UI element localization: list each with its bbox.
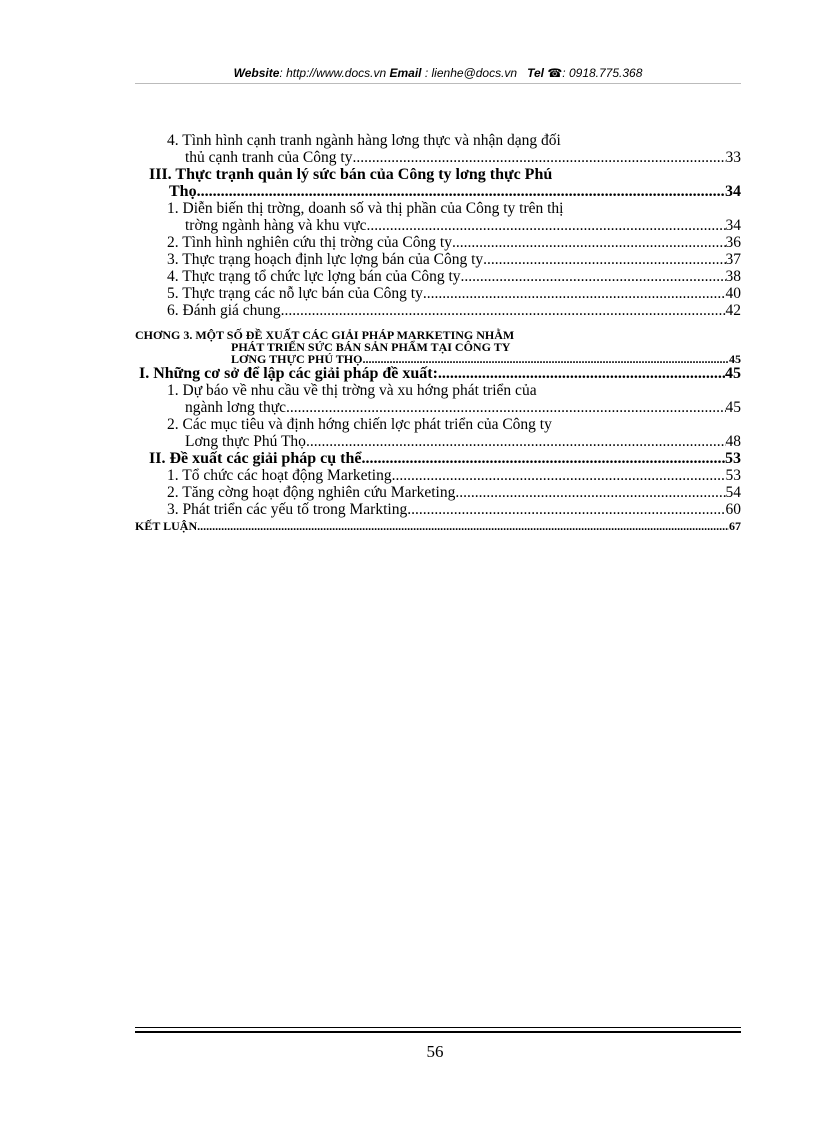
toc-entry (135, 341, 741, 353)
toc-entry-title: 5. Thực trạng các nỗ lực bán của Công ty (167, 285, 423, 302)
toc-entry (135, 433, 741, 450)
page-header (135, 66, 741, 80)
toc-entry (135, 166, 741, 183)
toc-entry-title: III. Thực trạnh quản lý sức bán của Công ty lơng thực Phú (149, 166, 553, 183)
toc-entry-title: 1. Dự báo về nhu cầu về thị trờng và xu hớng phát triển của (167, 382, 537, 399)
toc-entry-title: 1. Tổ chức các hoạt động Marketing. (167, 467, 396, 484)
toc-entry-title: 6. Đánh giá chung. (167, 302, 285, 319)
toc-entry (135, 149, 741, 166)
toc-entry (135, 234, 741, 251)
tel-label: Tel (527, 66, 544, 80)
toc-entry-title: I. Những cơ sở để lập các giải pháp đề xuất: (139, 365, 438, 382)
email-label: Email (389, 66, 422, 80)
toc-entry-title: 4. Thực trạng tổ chức lực lợng bán của Công ty (167, 268, 461, 285)
toc-leader-dots (286, 399, 726, 416)
toc-entry-page: 42 (725, 302, 741, 319)
toc-entry (135, 399, 741, 416)
toc-entry-title: 3. Thực trạng hoạch định lực lợng bán của Công ty (167, 251, 484, 268)
toc-entry (135, 501, 741, 518)
toc-entry-page: 60 (725, 501, 741, 518)
toc-leader-dots (362, 353, 729, 365)
toc-entry-title: Thọ (169, 183, 197, 200)
toc-entry (135, 416, 741, 433)
toc-entry (135, 365, 741, 382)
toc-entry-title: II. Đề xuất các giải pháp cụ thể (149, 450, 362, 467)
toc-entry (135, 382, 741, 399)
toc-entry-title: thủ cạnh tranh của Công ty (185, 149, 353, 166)
header-divider (135, 83, 741, 84)
toc-leader-dots (197, 518, 729, 535)
toc-entry-title: PHÁT TRIỂN SỨC BÁN SẢN PHẨM TẠI CÔNG TY (231, 340, 511, 354)
toc-entry-page: 45 (725, 365, 741, 382)
toc-entry-title: 4. Tình hình cạnh tranh ngành hàng lơng thực và nhận dạng đối (167, 132, 561, 149)
toc-leader-dots (306, 433, 726, 450)
toc-leader-dots (366, 217, 725, 234)
toc-entry-title: 3. Phát triển các yếu tố trong Markting (167, 501, 408, 518)
toc-entry-page: 45 (729, 352, 741, 366)
toc-entry (135, 518, 741, 535)
toc-entry-page: 67 (729, 519, 741, 533)
toc-leader-dots (352, 149, 725, 166)
toc-leader-dots (361, 450, 725, 467)
footer-divider-thin (135, 1027, 741, 1028)
toc-entry-title: LƠNG THỰC PHÚ THỌ (231, 352, 363, 366)
toc-leader-dots (396, 467, 726, 484)
footer-divider-thick (135, 1031, 741, 1033)
toc-entry-title: trờng ngành hàng và khu vực (185, 217, 367, 234)
toc-entry-title: Lơng thực Phú Thọ (185, 433, 306, 450)
toc-entry (135, 217, 741, 234)
toc-entry-page: 53 (725, 450, 741, 467)
toc-entry-page: 34 (725, 217, 741, 234)
toc-entry-page: 45 (725, 399, 741, 416)
toc-entry (135, 484, 741, 501)
toc-leader-dots (197, 183, 725, 200)
toc-leader-dots (285, 302, 726, 319)
toc-entry (135, 353, 741, 365)
email-value: : lienhe@docs.vn (424, 66, 518, 80)
toc-entry-title: 2. Các mục tiêu và định hớng chiến lợc phát triển của Công ty (167, 416, 552, 433)
toc-entry (135, 285, 741, 302)
toc-entry (135, 132, 741, 149)
toc-entry-page: 40 (725, 285, 741, 302)
toc-entry-page: 36 (725, 234, 741, 251)
toc-entry-page: 53 (725, 467, 741, 484)
toc-entry-page: 54 (725, 484, 741, 501)
toc-entry-page: 37 (725, 251, 741, 268)
toc-entry (135, 302, 741, 319)
toc-entry (135, 200, 741, 217)
toc-leader-dots (438, 365, 725, 382)
toc-entry (135, 450, 741, 467)
toc-entry-title: 2. Tăng cờng hoạt động nghiên cứu Marketing. (167, 484, 460, 501)
toc-entry-page: 34 (725, 183, 741, 200)
toc-entry-page: 48 (725, 433, 741, 450)
toc-leader-dots (423, 285, 726, 302)
table-of-contents (135, 132, 741, 535)
toc-entry-title: ngành lơng thực (185, 399, 286, 416)
toc-entry-title: 2. Tình hình nghiên cứu thị trờng của Công ty (167, 234, 452, 251)
toc-entry (135, 268, 741, 285)
toc-leader-dots (483, 251, 725, 268)
toc-leader-dots (461, 268, 726, 285)
toc-leader-dots (452, 234, 726, 251)
toc-entry-title: CHƠNG 3. MỘT SỐ ĐỀ XUẤT CÁC GIẢI PHÁP MARKETING NHẰM (135, 328, 515, 342)
tel-value: : 0918.775.368 (562, 66, 643, 80)
toc-leader-dots (407, 501, 725, 518)
phone-icon: ☎ (547, 66, 563, 80)
toc-entry (135, 467, 741, 484)
toc-entry-title: 1. Diễn biến thị trờng, doanh số và thị phần của Công ty trên thị (167, 200, 564, 217)
page-number: 56 (426, 1042, 444, 1061)
toc-entry-title: KẾT LUẬN (135, 519, 198, 533)
website-value: : http://www.docs.vn (279, 66, 387, 80)
toc-entry-page: 33 (725, 149, 741, 166)
website-label: Website (233, 66, 280, 80)
toc-entry-page: 38 (725, 268, 741, 285)
toc-leader-dots (459, 484, 725, 501)
toc-entry (135, 183, 741, 200)
toc-entry (135, 251, 741, 268)
